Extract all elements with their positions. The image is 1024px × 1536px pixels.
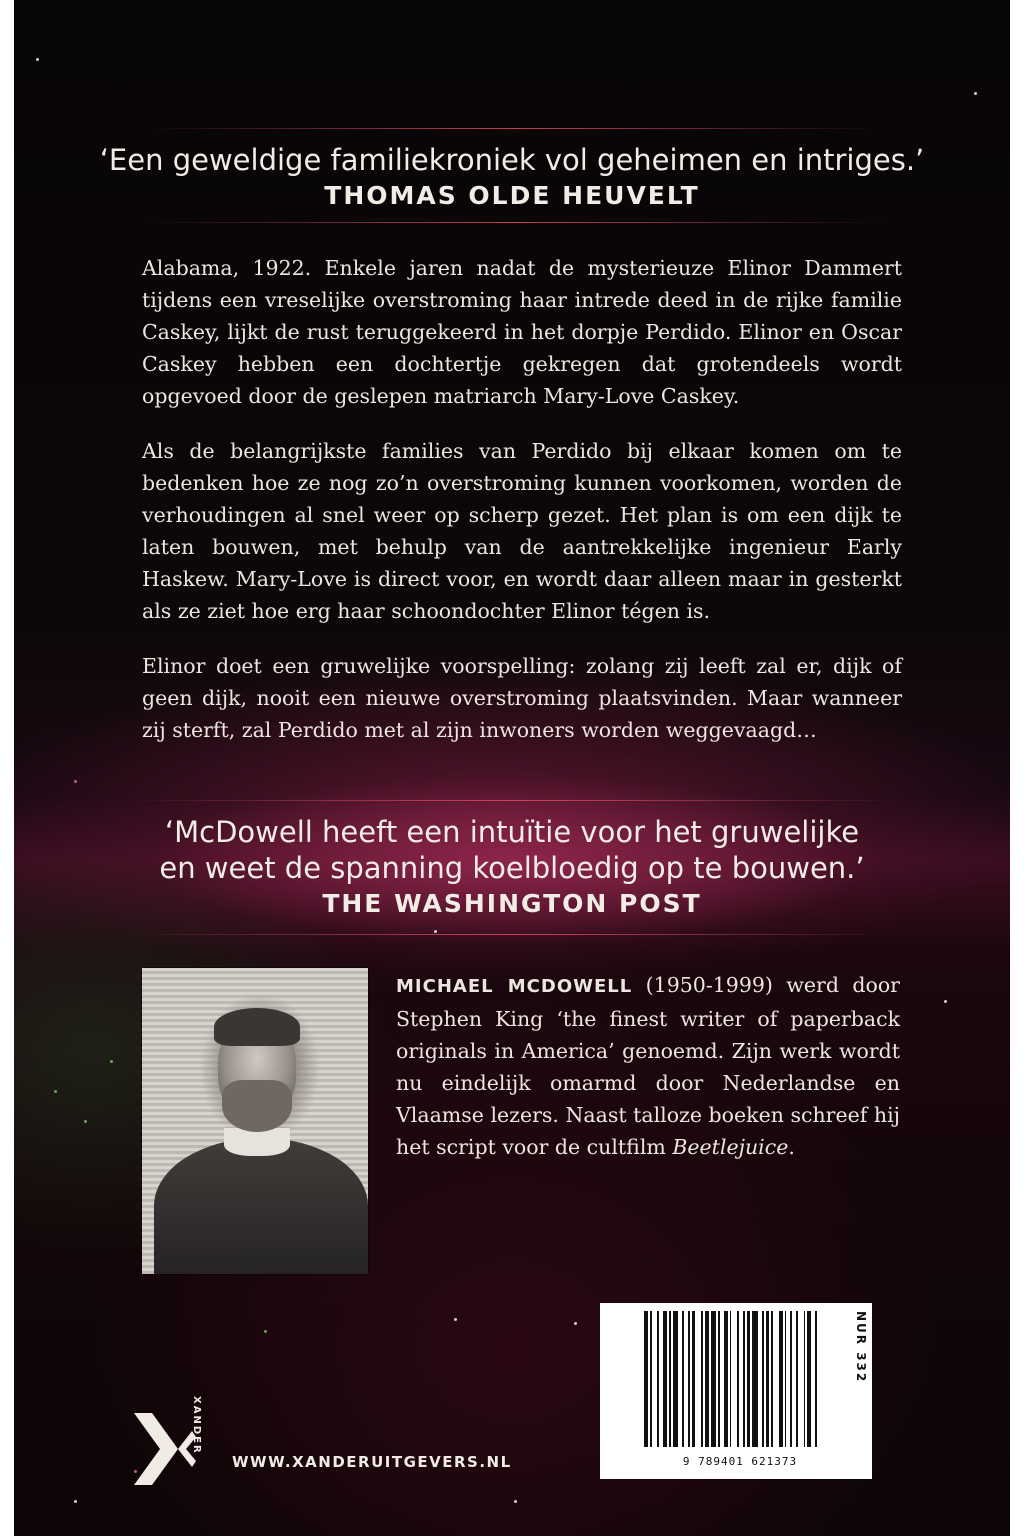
- barcode-bars: [644, 1311, 840, 1447]
- middle-quote: [14, 814, 1010, 920]
- nur-code: NUR 332: [854, 1311, 868, 1384]
- publisher-url: WWW.XANDERUITGEVERS.NL: [232, 1453, 512, 1471]
- top-quote-text: ‘Een geweldige familiekroniek vol geheimen en intriges.’: [99, 143, 925, 177]
- isbn-number: 9 789401 621373: [682, 1455, 798, 1468]
- book-back-cover: [14, 0, 1010, 1536]
- author-bio-end: .: [788, 1135, 795, 1159]
- synopsis-paragraph-1: Alabama, 1922. Enkele jaren nadat de mysterieuze Elinor Dammert tijdens een vreselijke overstroming haar intrede deed in de rijke familie Caskey, lijkt de rust teruggekeerd in het dorpje Perdido. Elinor en Oscar Caskey hebben een dochtertje gekregen dat grotendeels wordt opgevoed door de geslepen matriarch Mary-Love Caskey.: [142, 256, 902, 408]
- author-bio-text: (1950-1999) werd door Stephen King ‘the finest writer of paperback originals in America’ genoemd. Zijn werk wordt nu eindelijk omarmd door Nederlandse en Vlaamse lezers. Naast talloze boeken schreef hij het script voor de cultfilm: [396, 973, 900, 1159]
- film-title: Beetlejuice: [672, 1135, 789, 1159]
- xander-logo-label: XANDER: [191, 1396, 202, 1455]
- middle-quote-rule-upper: [124, 800, 904, 801]
- synopsis-paragraph-3: Elinor doet een gruwelijke voorspelling: zolang zij leeft zal er, dijk of geen dijk, nooit een nieuwe overstroming plaatsvinden. Maar wanneer zij sterft, zal Perdido met al zijn inwoners worden weggevaagd…: [142, 654, 902, 742]
- middle-quote-author: THE WASHINGTON POST: [322, 889, 702, 918]
- top-quote-rule-upper: [144, 128, 884, 129]
- author-bio: [396, 969, 900, 1163]
- middle-quote-line-2: en weet de spanning koelbloedig op te bouwen.’: [159, 851, 865, 885]
- barcode: [600, 1303, 872, 1479]
- author-photo: [142, 968, 368, 1274]
- top-quote-rule-lower: [144, 222, 884, 223]
- xander-logo-icon: [134, 1413, 214, 1485]
- author-name: MICHAEL MCDOWELL: [396, 976, 633, 997]
- synopsis-paragraph-2: Als de belangrijkste families van Perdido bij elkaar komen om te bedenken hoe ze nog zo’n overstroming kunnen voorkomen, worden de verhoudingen al snel weer op scherp gezet. Het plan is om een dijk te laten bouwen, met behulp van de aantrekkelijke ingenieur Early Haskew. Mary-Love is direct voor, en wordt daar alleen maar in gesterkt als ze ziet hoe erg haar schoondochter Elinor tégen is.: [142, 439, 902, 623]
- synopsis: [142, 252, 902, 769]
- top-quote-author: THOMAS OLDE HEUVELT: [324, 181, 700, 210]
- middle-quote-rule-lower: [124, 934, 904, 935]
- middle-quote-line-1: ‘McDowell heeft een intuïtie voor het gruwelijke: [164, 815, 860, 849]
- top-quote: [14, 142, 1010, 212]
